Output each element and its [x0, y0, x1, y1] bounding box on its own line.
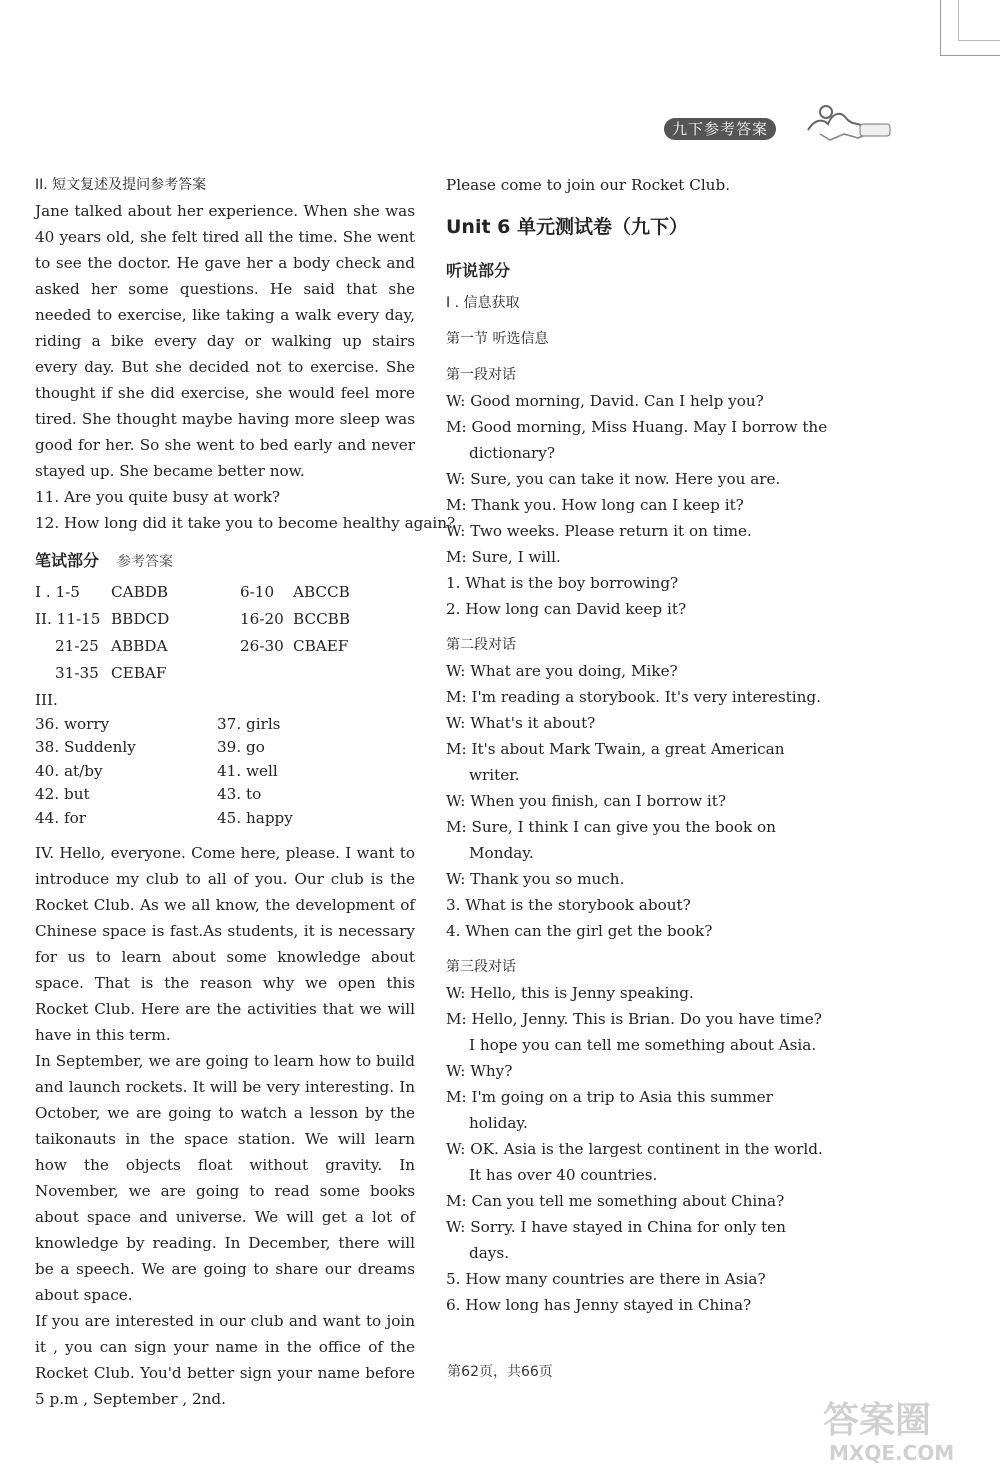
dialog-line: W: Sure, you can take it now. Here you are.	[446, 470, 781, 488]
answer-label: II. 11-15	[35, 610, 101, 628]
question-12: 12. How long did it take you to become healthy again?	[35, 514, 456, 532]
dialog-line: W: OK. Asia is the largest continent in the world. It has over 40 countries.	[446, 1140, 823, 1184]
listening-title: 听说部分	[446, 261, 511, 280]
fill-answer: 44. for	[35, 808, 87, 827]
written-heading	[35, 548, 415, 575]
part-1-label: I . 信息获取	[446, 295, 520, 311]
dialog-line: M: I'm going on a trip to Asia this summer holiday.	[446, 1088, 773, 1132]
fill-row	[35, 713, 415, 736]
question-line: 5. How many countries are there in Asia?	[446, 1270, 766, 1288]
left-column	[35, 172, 456, 1412]
fill-row	[35, 736, 415, 759]
dialog-line: W: What's it about?	[446, 714, 596, 732]
dialog-line: M: I'm reading a storybook. It's very interesting.	[446, 688, 821, 706]
essay-paragraph: IV. Hello, everyone. Come here, please. I want to introduce my club to all of you. Our club is the Rocket Club. As we all know, the development of Chinese space is fast.As students, it is necessary for us to learn about some knowledge about space. That is the reason why we open this Rocket Club. Here are the activities that we will have in this term.	[35, 843, 415, 1044]
watermark-url: MXQE.COM	[829, 1441, 955, 1465]
dialog-line: M: It's about Mark Twain, a great American writer.	[446, 740, 785, 784]
page-number: 第62页，共66页	[447, 1364, 553, 1380]
retell-text: Jane talked about her experience. When she was 40 years old, she felt tired all the time. She went to see the doctor. He gave her a body check and asked her some questions. He said that she needed to exercise, like taking a walk every day, riding a bike every day or walking up stairs every day. But she decided not to exercise. She thought if she did exercise, she would feel more tired. She thought maybe having more sleep was good for her. So she went to bed early and never stayed up. She became better now.	[35, 202, 415, 480]
dialog-line: W: When you finish, can I borrow it?	[446, 792, 727, 810]
dialog-line: M: Sure, I will.	[446, 548, 561, 566]
answer-value: ABBDA	[111, 637, 168, 655]
question-line: 2. How long can David keep it?	[446, 600, 687, 618]
watermark-logo-icon	[815, 1390, 980, 1465]
question-line: 4. When can the girl get the book?	[446, 922, 713, 940]
written-title: 笔试部分	[35, 551, 100, 570]
answer-label: 6-10	[240, 583, 275, 601]
essay-paragraph: In September, we are going to learn how to build and launch rockets. It will be very interesting. In October, we are going to watch a lesson by the taikonauts in the space station. We will learn how the objects float without gravity. In November, we are going to read some books about space and universe. We will get a lot of knowledge by reading. In December, there will be a speech. We are going to share our dreams about space.	[35, 1051, 415, 1304]
answer-value: ABCCB	[293, 583, 350, 601]
crop-mark-horizontal-inner	[958, 40, 1000, 41]
section-1-label: 第一节 听选信息	[446, 331, 549, 347]
fill-answer: 36. worry	[35, 715, 110, 733]
dialog-line: M: Sure, I think I can give you the book on Monday.	[446, 818, 776, 862]
dialog-line: W: Sorry. I have stayed in China for only ten days.	[446, 1218, 786, 1262]
dialog-line: W: Good morning, David. Can I help you?	[446, 392, 764, 410]
fill-answer: 38. Suddenly	[35, 738, 136, 757]
dialog-line: W: Two weeks. Please return it on time.	[446, 522, 752, 540]
fill-row	[35, 807, 415, 830]
crop-mark-vertical-inner	[958, 0, 959, 40]
answer-value: BBDCD	[111, 610, 170, 628]
answer-label: 21-25	[55, 637, 99, 655]
crop-mark-vertical	[940, 0, 941, 55]
answer-value: CEBAF	[111, 664, 167, 682]
answer-value: CBAEF	[293, 637, 349, 655]
fill-answer: 40. at/by	[35, 761, 103, 780]
answer-row	[35, 579, 415, 606]
fill-answer: 39. go	[217, 738, 265, 757]
question-11: 11. Are you quite busy at work?	[35, 488, 281, 506]
answer-value: BCCBB	[293, 610, 351, 628]
fill-answer: 43. to	[217, 785, 262, 804]
dialog-line: M: Hello, Jenny. This is Brian. Do you have time? I hope you can tell me something about Asia.	[446, 1010, 822, 1054]
dialog-line: M: Can you tell me something about China?	[446, 1192, 785, 1210]
question-line: 1. What is the boy borrowing?	[446, 574, 679, 592]
dialog-line: M: Good morning, Miss Huang. May I borrow the dictionary?	[446, 418, 828, 462]
dialog-3-title: 第三段对话	[446, 959, 516, 975]
question-line: 6. How long has Jenny stayed in China?	[446, 1296, 752, 1314]
essay-closing: Please come to join our Rocket Club.	[446, 176, 731, 194]
dialog-2-title: 第二段对话	[446, 637, 516, 653]
dialog-line: W: Thank you so much.	[446, 870, 625, 888]
written-subtitle: 参考答案	[117, 554, 174, 570]
header-badge: 九下参考答案	[664, 118, 776, 140]
answer-row	[35, 606, 415, 633]
answer-label: 26-30	[240, 637, 284, 655]
fill-answer: 45. happy	[217, 808, 293, 827]
retell-title: II. 短文复述及提问参考答案	[35, 177, 207, 193]
fill-answer: 41. well	[217, 761, 278, 780]
question-line: 3. What is the storybook about?	[446, 896, 691, 914]
dialog-line: W: Hello, this is Jenny speaking.	[446, 984, 694, 1002]
fill-row	[35, 760, 415, 783]
watermark-text: 答案圈	[823, 1400, 932, 1441]
dialog-1-title: 第一段对话	[446, 367, 516, 383]
dialog-line: W: What are you doing, Mike?	[446, 662, 678, 680]
answer-label: 16-20	[240, 610, 284, 628]
essay	[35, 840, 415, 1412]
mascot-logo-icon	[800, 100, 895, 144]
answer-row	[35, 660, 415, 687]
essay-paragraph: If you are interested in our club and want to join it , you can sign your name in the office of the Rocket Club. You'd better sign your name before 5 p.m , September , 2nd.	[35, 1311, 415, 1408]
fill-answer: 42. but	[35, 785, 90, 804]
crop-mark-horizontal	[940, 55, 1000, 56]
answer-value: CABDB	[111, 583, 169, 601]
part-3-label: III.	[35, 691, 58, 709]
fill-row	[35, 783, 415, 806]
dialog-line: W: Why?	[446, 1062, 513, 1080]
answer-label: I . 1-5	[35, 583, 80, 601]
unit-title: Unit 6 单元测试卷（九下）	[446, 216, 689, 238]
answer-row	[35, 633, 415, 660]
dialog-line: M: Thank you. How long can I keep it?	[446, 496, 744, 514]
fill-answer: 37. girls	[217, 715, 281, 733]
right-column	[446, 172, 828, 1318]
answer-label: 31-35	[55, 664, 99, 682]
